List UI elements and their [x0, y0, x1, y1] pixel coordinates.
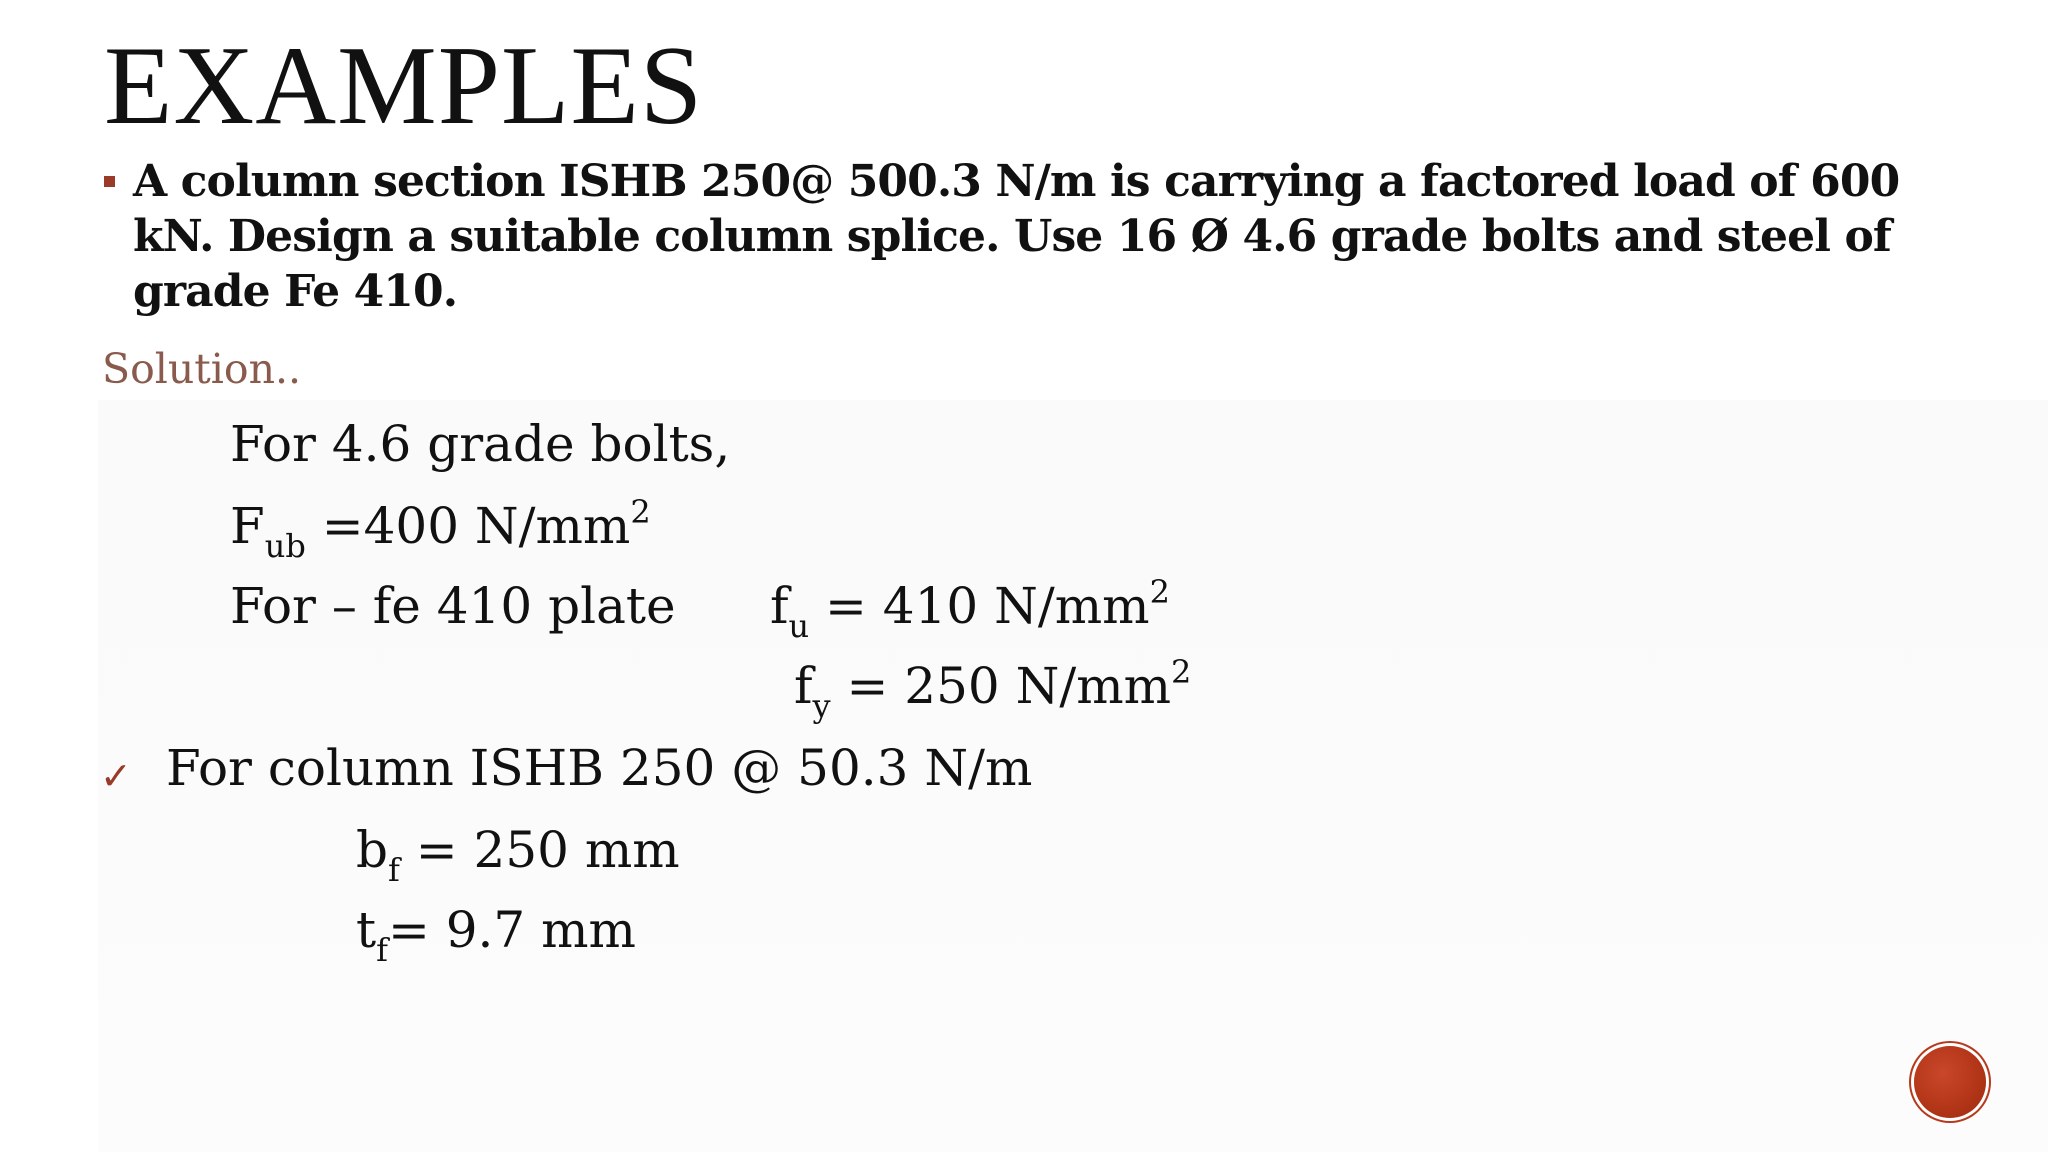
problem-statement [104, 154, 1904, 319]
bf-value: = 250 mm [399, 821, 680, 879]
slide-title: EXAMPLES [104, 24, 704, 148]
tf-subscript: f [376, 931, 388, 969]
bolts-grade-line: For 4.6 grade bolts, [230, 415, 731, 473]
bf-subscript: f [388, 851, 400, 889]
fy-subscript: y [812, 687, 831, 725]
bf-symbol: b [356, 821, 389, 879]
problem-text: A column section ISHB 250@ 500.3 N/m is carrying a factored load of 600 kN. Design a suitable column splice. Use 16 Ø 4.6 grade bolts and steel of grade Fe 410. [133, 156, 1900, 317]
fub-value: =400 N/mm [305, 497, 631, 555]
fy-equation [794, 653, 1192, 725]
solution-label: Solution.. [102, 345, 302, 393]
checkmark-icon: ✓ [100, 754, 132, 798]
fu-subscript: u [788, 607, 810, 645]
fu-symbol: f [770, 577, 789, 635]
fu-value: = 410 N/mm [809, 577, 1150, 635]
column-section-line: For column ISHB 250 @ 50.3 N/m [166, 739, 1033, 797]
fub-superscript: 2 [630, 493, 651, 531]
fy-value: = 250 N/mm [830, 657, 1172, 715]
next-slide-button[interactable] [1914, 1046, 1986, 1118]
bf-equation [356, 820, 680, 889]
fub-symbol: F [230, 497, 265, 555]
fy-superscript: 2 [1171, 653, 1192, 691]
tf-symbol: t [356, 901, 377, 959]
fu-equation [770, 573, 1170, 645]
fu-superscript: 2 [1149, 573, 1170, 611]
plate-grade-label: For – fe 410 plate [230, 577, 676, 635]
fub-equation [230, 493, 651, 565]
tf-equation [356, 900, 636, 969]
tf-value: = 9.7 mm [387, 901, 636, 959]
square-bullet-icon [104, 176, 115, 187]
fy-symbol: f [794, 657, 813, 715]
fub-subscript: ub [264, 527, 306, 565]
